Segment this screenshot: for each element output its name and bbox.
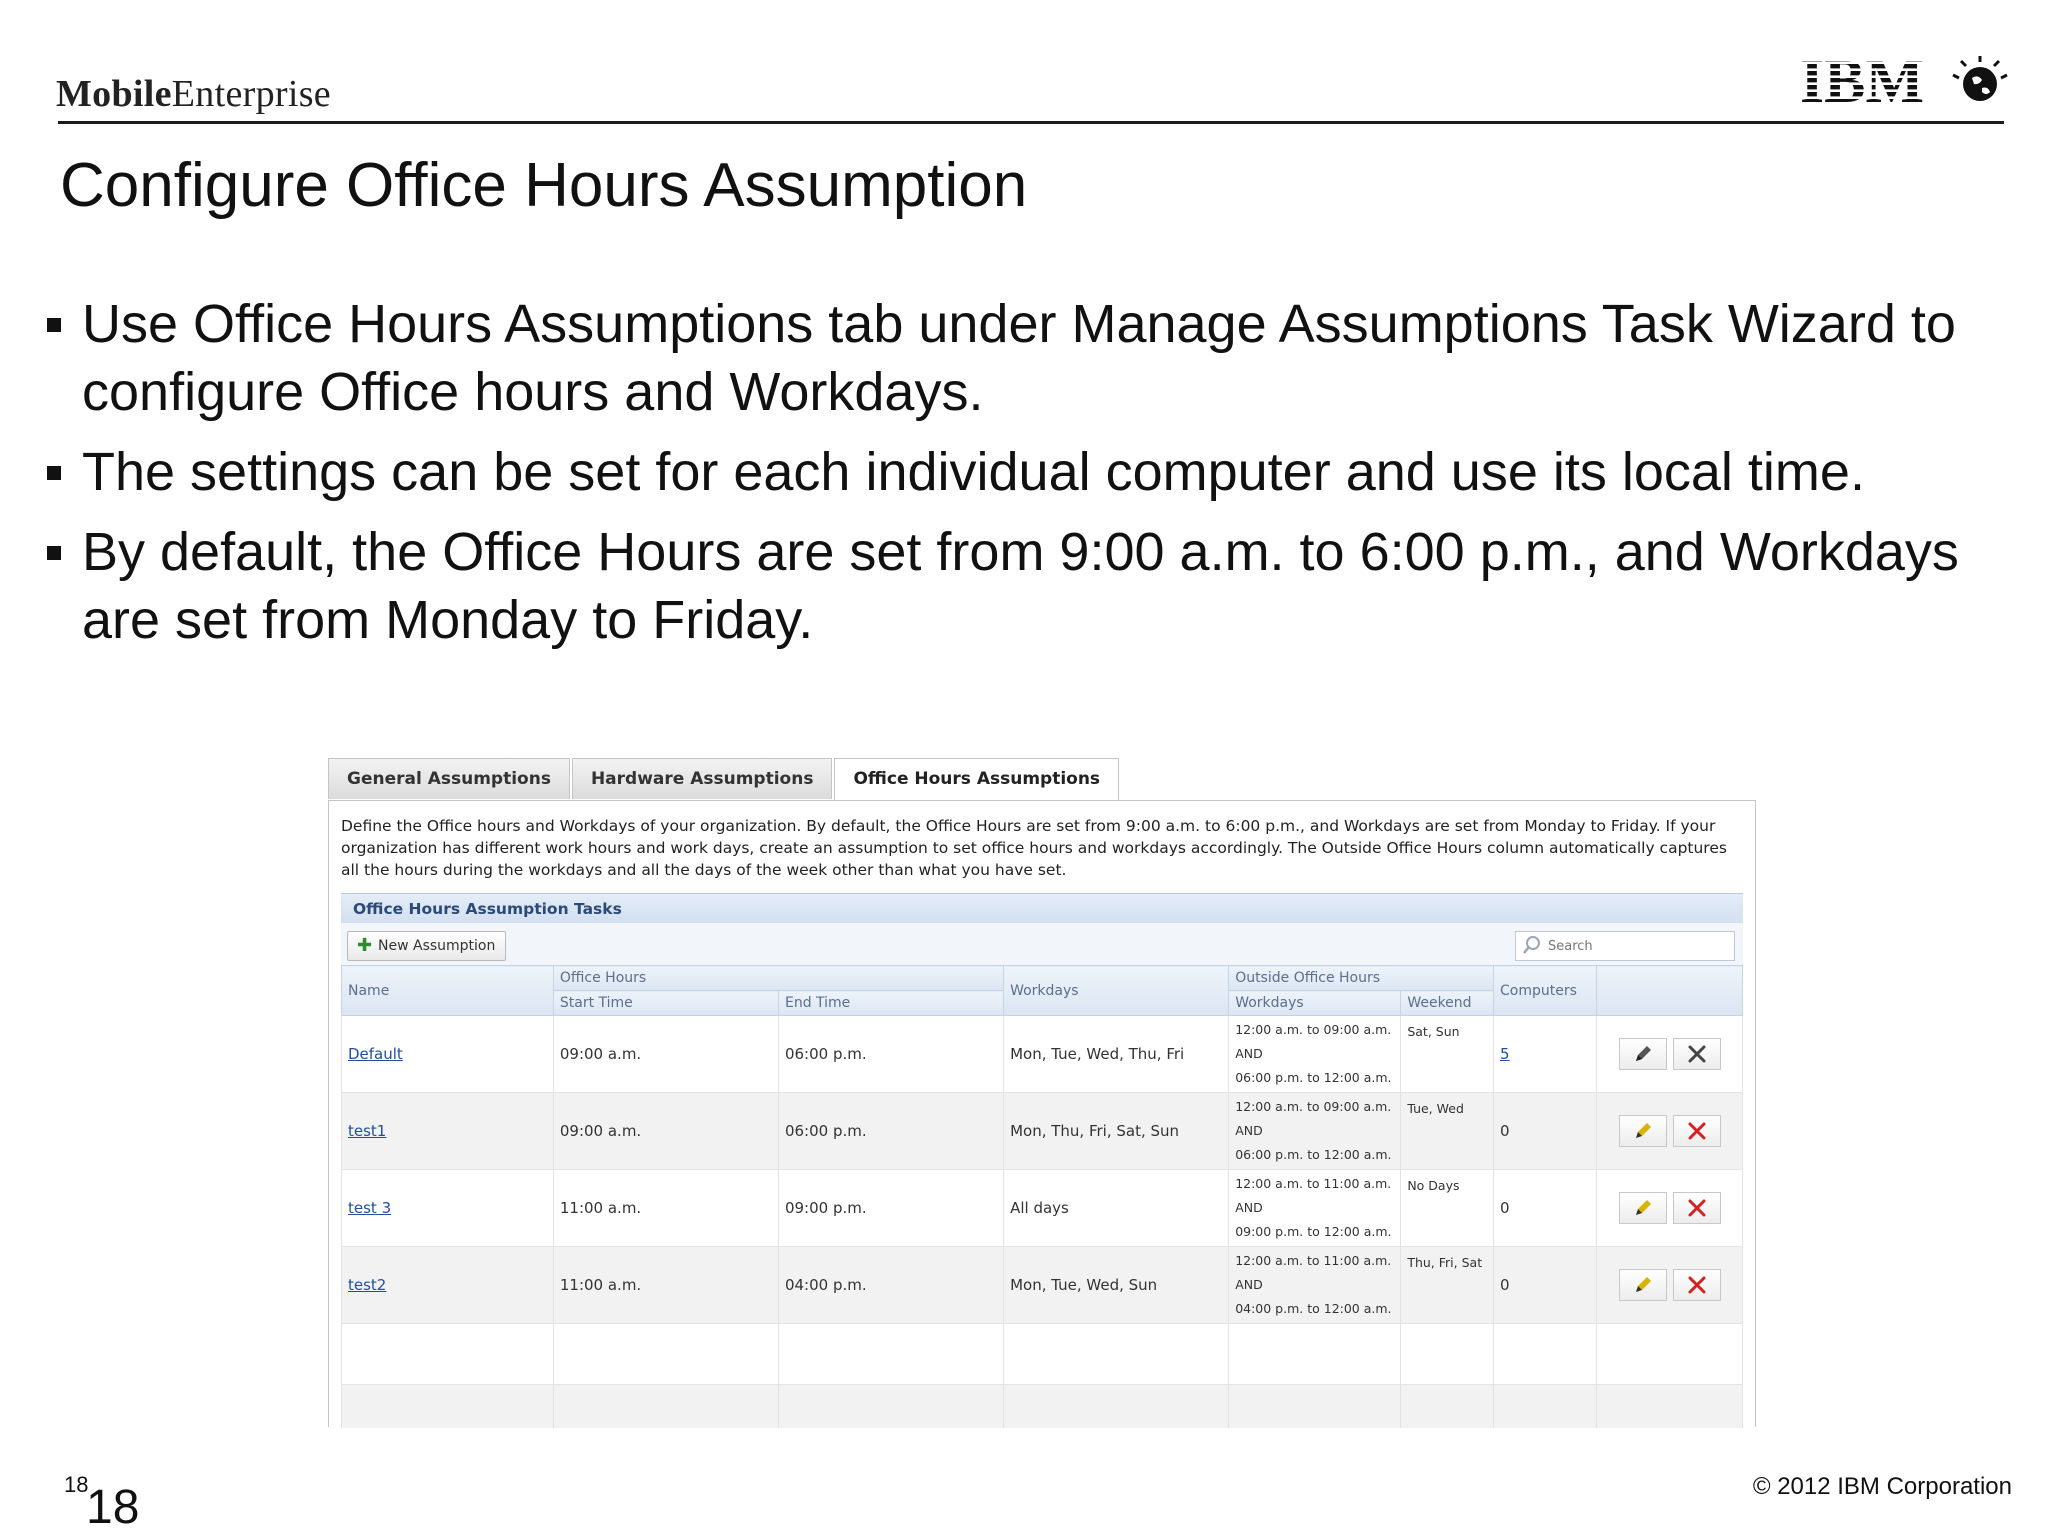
delete-button[interactable] bbox=[1673, 1115, 1721, 1147]
copyright: © 2012 IBM Corporation bbox=[1752, 1473, 2012, 1500]
column-header-weekend[interactable]: Weekend bbox=[1401, 991, 1494, 1016]
start-time-cell: 09:00 a.m. bbox=[553, 1016, 778, 1093]
column-group-outside-office-hours: Outside Office Hours bbox=[1229, 966, 1494, 991]
office-hours-panel bbox=[328, 800, 1756, 1427]
tasks-section-title: Office Hours Assumption Tasks bbox=[353, 900, 622, 918]
assumption-name-link[interactable]: test2 bbox=[348, 1276, 387, 1294]
bullet-square-icon bbox=[47, 546, 61, 560]
workdays-cell: Mon, Tue, Wed, Thu, Fri bbox=[1004, 1016, 1229, 1093]
start-time-cell: 11:00 a.m. bbox=[553, 1170, 778, 1247]
plus-icon: ✚ bbox=[357, 935, 373, 956]
start-time-cell: 09:00 a.m. bbox=[553, 1093, 778, 1170]
tab-general-assumptions[interactable]: General Assumptions bbox=[328, 758, 570, 799]
new-assumption-button[interactable] bbox=[347, 931, 506, 961]
computers-count-cell: 0 bbox=[1494, 1247, 1597, 1324]
delete-x-icon bbox=[1687, 1275, 1707, 1295]
edit-button[interactable] bbox=[1619, 1038, 1667, 1070]
assumption-tabs bbox=[328, 758, 1121, 800]
page-number: 18 bbox=[86, 1481, 140, 1534]
delete-button[interactable] bbox=[1673, 1192, 1721, 1224]
edit-button[interactable] bbox=[1619, 1192, 1667, 1224]
tab-office-hours-assumptions[interactable]: Office Hours Assumptions bbox=[834, 758, 1119, 801]
delete-x-icon bbox=[1687, 1044, 1707, 1064]
table-row bbox=[342, 1170, 1743, 1247]
search-box[interactable] bbox=[1515, 931, 1735, 961]
computers-count-link[interactable]: 5 bbox=[1500, 1045, 1510, 1063]
outside-workdays-cell: 12:00 a.m. to 09:00 a.m. AND 06:00 p.m. to 12:00 a.m. bbox=[1229, 1093, 1401, 1170]
end-time-cell: 06:00 p.m. bbox=[778, 1016, 1003, 1093]
delete-x-icon bbox=[1687, 1198, 1707, 1218]
assumption-name-link[interactable]: test1 bbox=[348, 1122, 387, 1140]
delete-button[interactable] bbox=[1673, 1269, 1721, 1301]
column-header-workdays[interactable]: Workdays bbox=[1004, 966, 1229, 1016]
ibm-logo bbox=[1800, 50, 2010, 112]
workdays-cell: Mon, Thu, Fri, Sat, Sun bbox=[1004, 1093, 1229, 1170]
search-input[interactable] bbox=[1546, 935, 1730, 957]
bullet-item: Use Office Hours Assumptions tab under Manage Assumptions Task Wizard to configure Office hours and Workdays. bbox=[42, 290, 2022, 426]
bullet-item: The settings can be set for each individual computer and use its local time. bbox=[42, 438, 2022, 506]
edit-button[interactable] bbox=[1619, 1269, 1667, 1301]
new-assumption-label: New Assumption bbox=[378, 938, 496, 954]
weekend-cell: Thu, Fri, Sat bbox=[1401, 1247, 1494, 1324]
delete-x-icon bbox=[1687, 1121, 1707, 1141]
end-time-cell: 06:00 p.m. bbox=[778, 1093, 1003, 1170]
tasks-section-header bbox=[341, 893, 1743, 924]
bullet-list bbox=[42, 290, 2022, 666]
assumptions-table bbox=[341, 965, 1743, 1428]
page-number-small: 18 bbox=[64, 1472, 89, 1497]
pencil-icon bbox=[1632, 1197, 1654, 1219]
end-time-cell: 09:00 p.m. bbox=[778, 1170, 1003, 1247]
assumption-name-link[interactable]: Default bbox=[348, 1045, 403, 1063]
outside-workdays-cell: 12:00 a.m. to 11:00 a.m. AND 04:00 p.m. to 12:00 a.m. bbox=[1229, 1247, 1401, 1324]
tasks-toolbar bbox=[341, 923, 1743, 965]
search-icon bbox=[1522, 935, 1542, 955]
office-hours-screenshot bbox=[328, 750, 1756, 1428]
column-header-name[interactable]: Name bbox=[342, 966, 554, 1016]
svg-text:IBM: IBM bbox=[1800, 50, 1924, 112]
pencil-icon bbox=[1632, 1274, 1654, 1296]
column-header-actions bbox=[1597, 966, 1743, 1016]
workdays-cell: Mon, Tue, Wed, Sun bbox=[1004, 1247, 1229, 1324]
header-divider bbox=[58, 121, 2004, 124]
empty-row bbox=[342, 1324, 1743, 1385]
workdays-cell: All days bbox=[1004, 1170, 1229, 1247]
bullet-item: By default, the Office Hours are set from 9:00 a.m. to 6:00 p.m., and Workdays are set from Monday to Friday. bbox=[42, 518, 2022, 654]
column-header-start-time[interactable]: Start Time bbox=[553, 991, 778, 1016]
edit-button[interactable] bbox=[1619, 1115, 1667, 1147]
computers-count-cell: 0 bbox=[1494, 1093, 1597, 1170]
table-row bbox=[342, 1247, 1743, 1324]
start-time-cell: 11:00 a.m. bbox=[553, 1247, 778, 1324]
assumption-name-link[interactable]: test 3 bbox=[348, 1199, 392, 1217]
brand-wordmark: MobileEnterprise bbox=[56, 73, 331, 115]
computers-count-cell: 0 bbox=[1494, 1170, 1597, 1247]
end-time-cell: 04:00 p.m. bbox=[778, 1247, 1003, 1324]
bullet-square-icon bbox=[47, 318, 61, 332]
column-header-outside-workdays[interactable]: Workdays bbox=[1229, 991, 1401, 1016]
column-group-office-hours: Office Hours bbox=[553, 966, 1003, 991]
weekend-cell: Tue, Wed bbox=[1401, 1093, 1494, 1170]
bullet-square-icon bbox=[47, 466, 61, 480]
outside-workdays-cell: 12:00 a.m. to 11:00 a.m. AND 09:00 p.m. to 12:00 a.m. bbox=[1229, 1170, 1401, 1247]
column-header-computers[interactable]: Computers bbox=[1494, 966, 1597, 1016]
pencil-icon bbox=[1632, 1043, 1654, 1065]
table-row bbox=[342, 1093, 1743, 1170]
slide-title: Configure Office Hours Assumption bbox=[60, 151, 1028, 220]
column-header-end-time[interactable]: End Time bbox=[778, 991, 1003, 1016]
outside-workdays-cell: 12:00 a.m. to 09:00 a.m. AND 06:00 p.m. to 12:00 a.m. bbox=[1229, 1016, 1401, 1093]
empty-row bbox=[342, 1385, 1743, 1429]
tab-hardware-assumptions[interactable]: Hardware Assumptions bbox=[572, 758, 833, 799]
delete-button[interactable] bbox=[1673, 1038, 1721, 1070]
weekend-cell: No Days bbox=[1401, 1170, 1494, 1247]
weekend-cell: Sat, Sun bbox=[1401, 1016, 1494, 1093]
panel-description: Define the Office hours and Workdays of your organization. By default, the Office Hours are set from 9:00 a.m. to 6:00 p.m., and Workdays are set from Monday to Friday. If your organization has different work hours and work days, create an assumption to set office hours and workdays accordingly. The Outside Office Hours column automatically captures all the hours during the workdays and all the days of the week other than what you have set. bbox=[341, 817, 1727, 879]
table-row bbox=[342, 1016, 1743, 1093]
pencil-icon bbox=[1632, 1120, 1654, 1142]
